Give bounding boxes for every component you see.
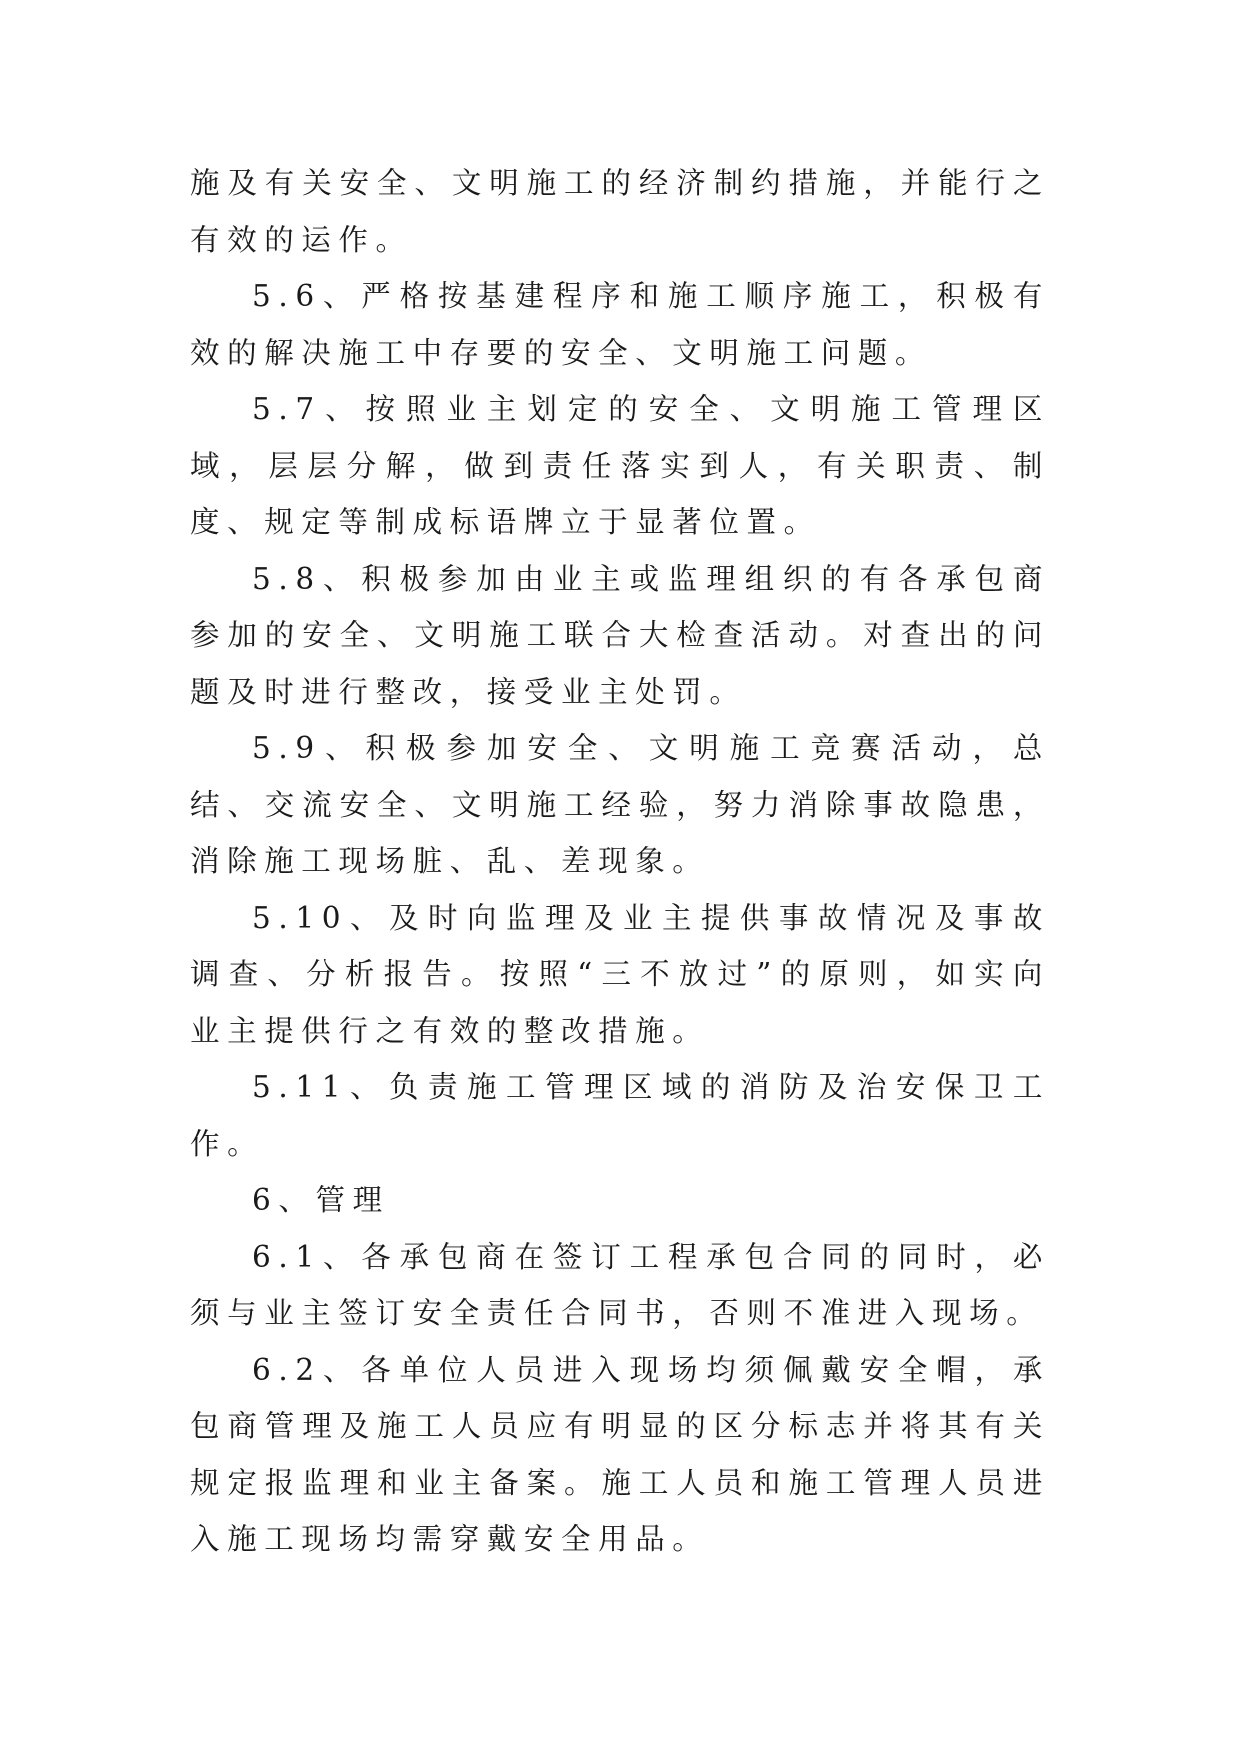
- paragraph-5-6: 5.6、严格按基建程序和施工顺序施工，积极有效的解决施工中存要的安全、文明施工问题。: [190, 279, 1050, 370]
- document-page: [190, 155, 1050, 1568]
- paragraph-6-1: 6.1、各承包商在签订工程承包合同的同时，必须与业主签订安全责任合同书，否则不准进入现场。: [190, 1239, 1050, 1330]
- section-heading-6: 6、管理: [252, 1183, 390, 1217]
- paragraph-5-11: 5.11、负责施工管理区域的消防及治安保卫工作。: [190, 1070, 1050, 1161]
- paragraph-continuation: 施及有关安全、文明施工的经济制约措施，并能行之有效的运作。: [190, 166, 1050, 257]
- paragraph-5-9: 5.9、积极参加安全、文明施工竞赛活动，总结、交流安全、文明施工经验，努力消除事故隐患，消除施工现场脏、乱、差现象。: [190, 731, 1050, 878]
- paragraph-6-2: 6.2、各单位人员进入现场均须佩戴安全帽，承包商管理及施工人员应有明显的区分标志并将其有关规定报监理和业主备案。施工人员和施工管理人员进入施工现场均需穿戴安全用品。: [190, 1352, 1050, 1556]
- paragraph-5-7: 5.7、按照业主划定的安全、文明施工管理区域，层层分解，做到责任落实到人，有关职责、制度、规定等制成标语牌立于显著位置。: [190, 392, 1050, 539]
- paragraph-5-8: 5.8、积极参加由业主或监理组织的有各承包商参加的安全、文明施工联合大检查活动。对查出的问题及时进行整改，接受业主处罚。: [190, 561, 1050, 709]
- paragraph-5-10: 5.10、及时向监理及业主提供事故情况及事故调查、分析报告。按照“三不放过”的原则，如实向业主提供行之有效的整改措施。: [190, 900, 1050, 1048]
